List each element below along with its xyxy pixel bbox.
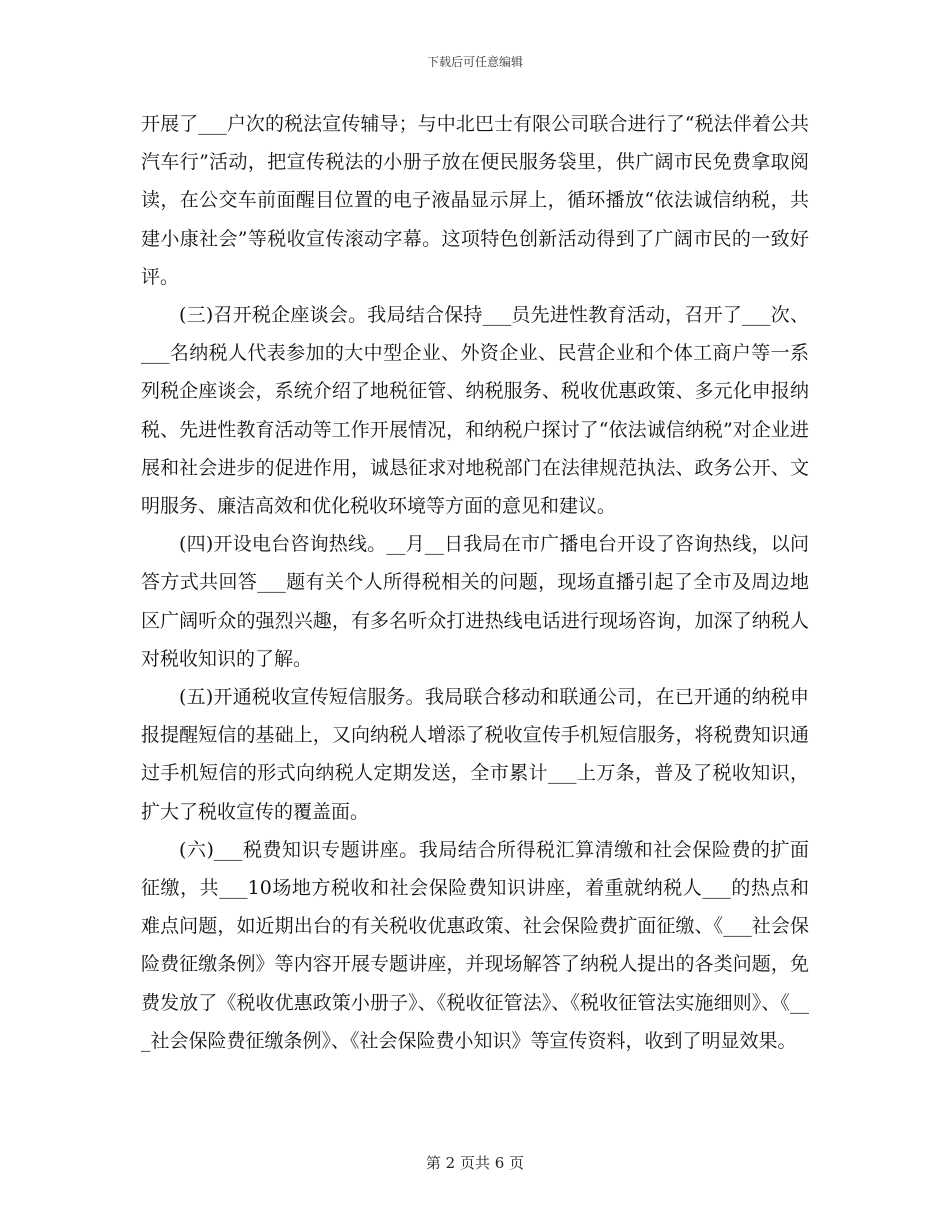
document-body xyxy=(141,105,809,1060)
page-header: 下载后可任意编辑 xyxy=(426,55,523,69)
paragraph-3: (四)开设电台咨询热线。__月__日我局在市广播电台开设了咨询热线，以问答方式共回答___题有关个人所得税相关的问题，现场直播引起了全市及周边地区广阔听众的强烈兴趣，有多名听众打进热线电话进行现场咨询，加深了纳税人对税收知识的了解。 xyxy=(141,533,809,670)
paragraph-4: (五)开通税收宣传短信服务。我局联合移动和联通公司，在已开通的纳税申报提醒短信的基础上，又向纳税人增添了税收宣传手机短信服务，将税费知识通过手机短信的形式向纳税人定期发送，全市累计___上万条，普及了税收知识，扩大了税收宣传的覆盖面。 xyxy=(141,686,809,823)
page-footer: 第 2 页共 6 页 xyxy=(425,1154,525,1172)
paragraph-1: 开展了___户次的税法宣传辅导；与中北巴士有限公司联合进行了“税法伴着公共汽车行”活动，把宣传税法的小册子放在便民服务袋里，供广阔市民免费拿取阅读，在公交车前面醒目位置的电子液晶显示屏上，循环播放“依法诚信纳税，共建小康社会”等税收宣传滚动字幕。这项特色创新活动得到了广阔市民的一致好评。 xyxy=(141,113,809,288)
paragraph-5: (六)___税费知识专题讲座。我局结合所得税汇算清缴和社会保险费的扩面征缴，共___10场地方税收和社会保险费知识讲座，着重就纳税人___的热点和难点问题，如近期出台的有关税收优惠政策、社会保险费扩面征缴、《___社会保险费征缴条例》等内容开展专题讲座，并现场解答了纳税人提出的各类问题，免费发放了《税收优惠政策小册子》、《税收征管法》、《税收征管法实施细则》、《___社会保险费征缴条例》、《社会保险费小知识》等宣传资料，收到了明显效果。 xyxy=(141,838,809,1052)
paragraph-2: (三)召开税企座谈会。我局结合保持___员先进性教育活动，召开了___次、___名纳税人代表参加的大中型企业、外资企业、民营企业和个体工商户等一系列税企座谈会，系统介绍了地税征管、纳税服务、税收优惠政策、多元化申报纳税、先进性教育活动等工作开展情况，和纳税户探讨了“依法诚信纳税”对企业进展和社会进步的促进作用，诚恳征求对地税部门在法律规范执法、政务公开、文明服务、廉洁高效和优化税收环境等方面的意见和建议。 xyxy=(141,304,809,518)
